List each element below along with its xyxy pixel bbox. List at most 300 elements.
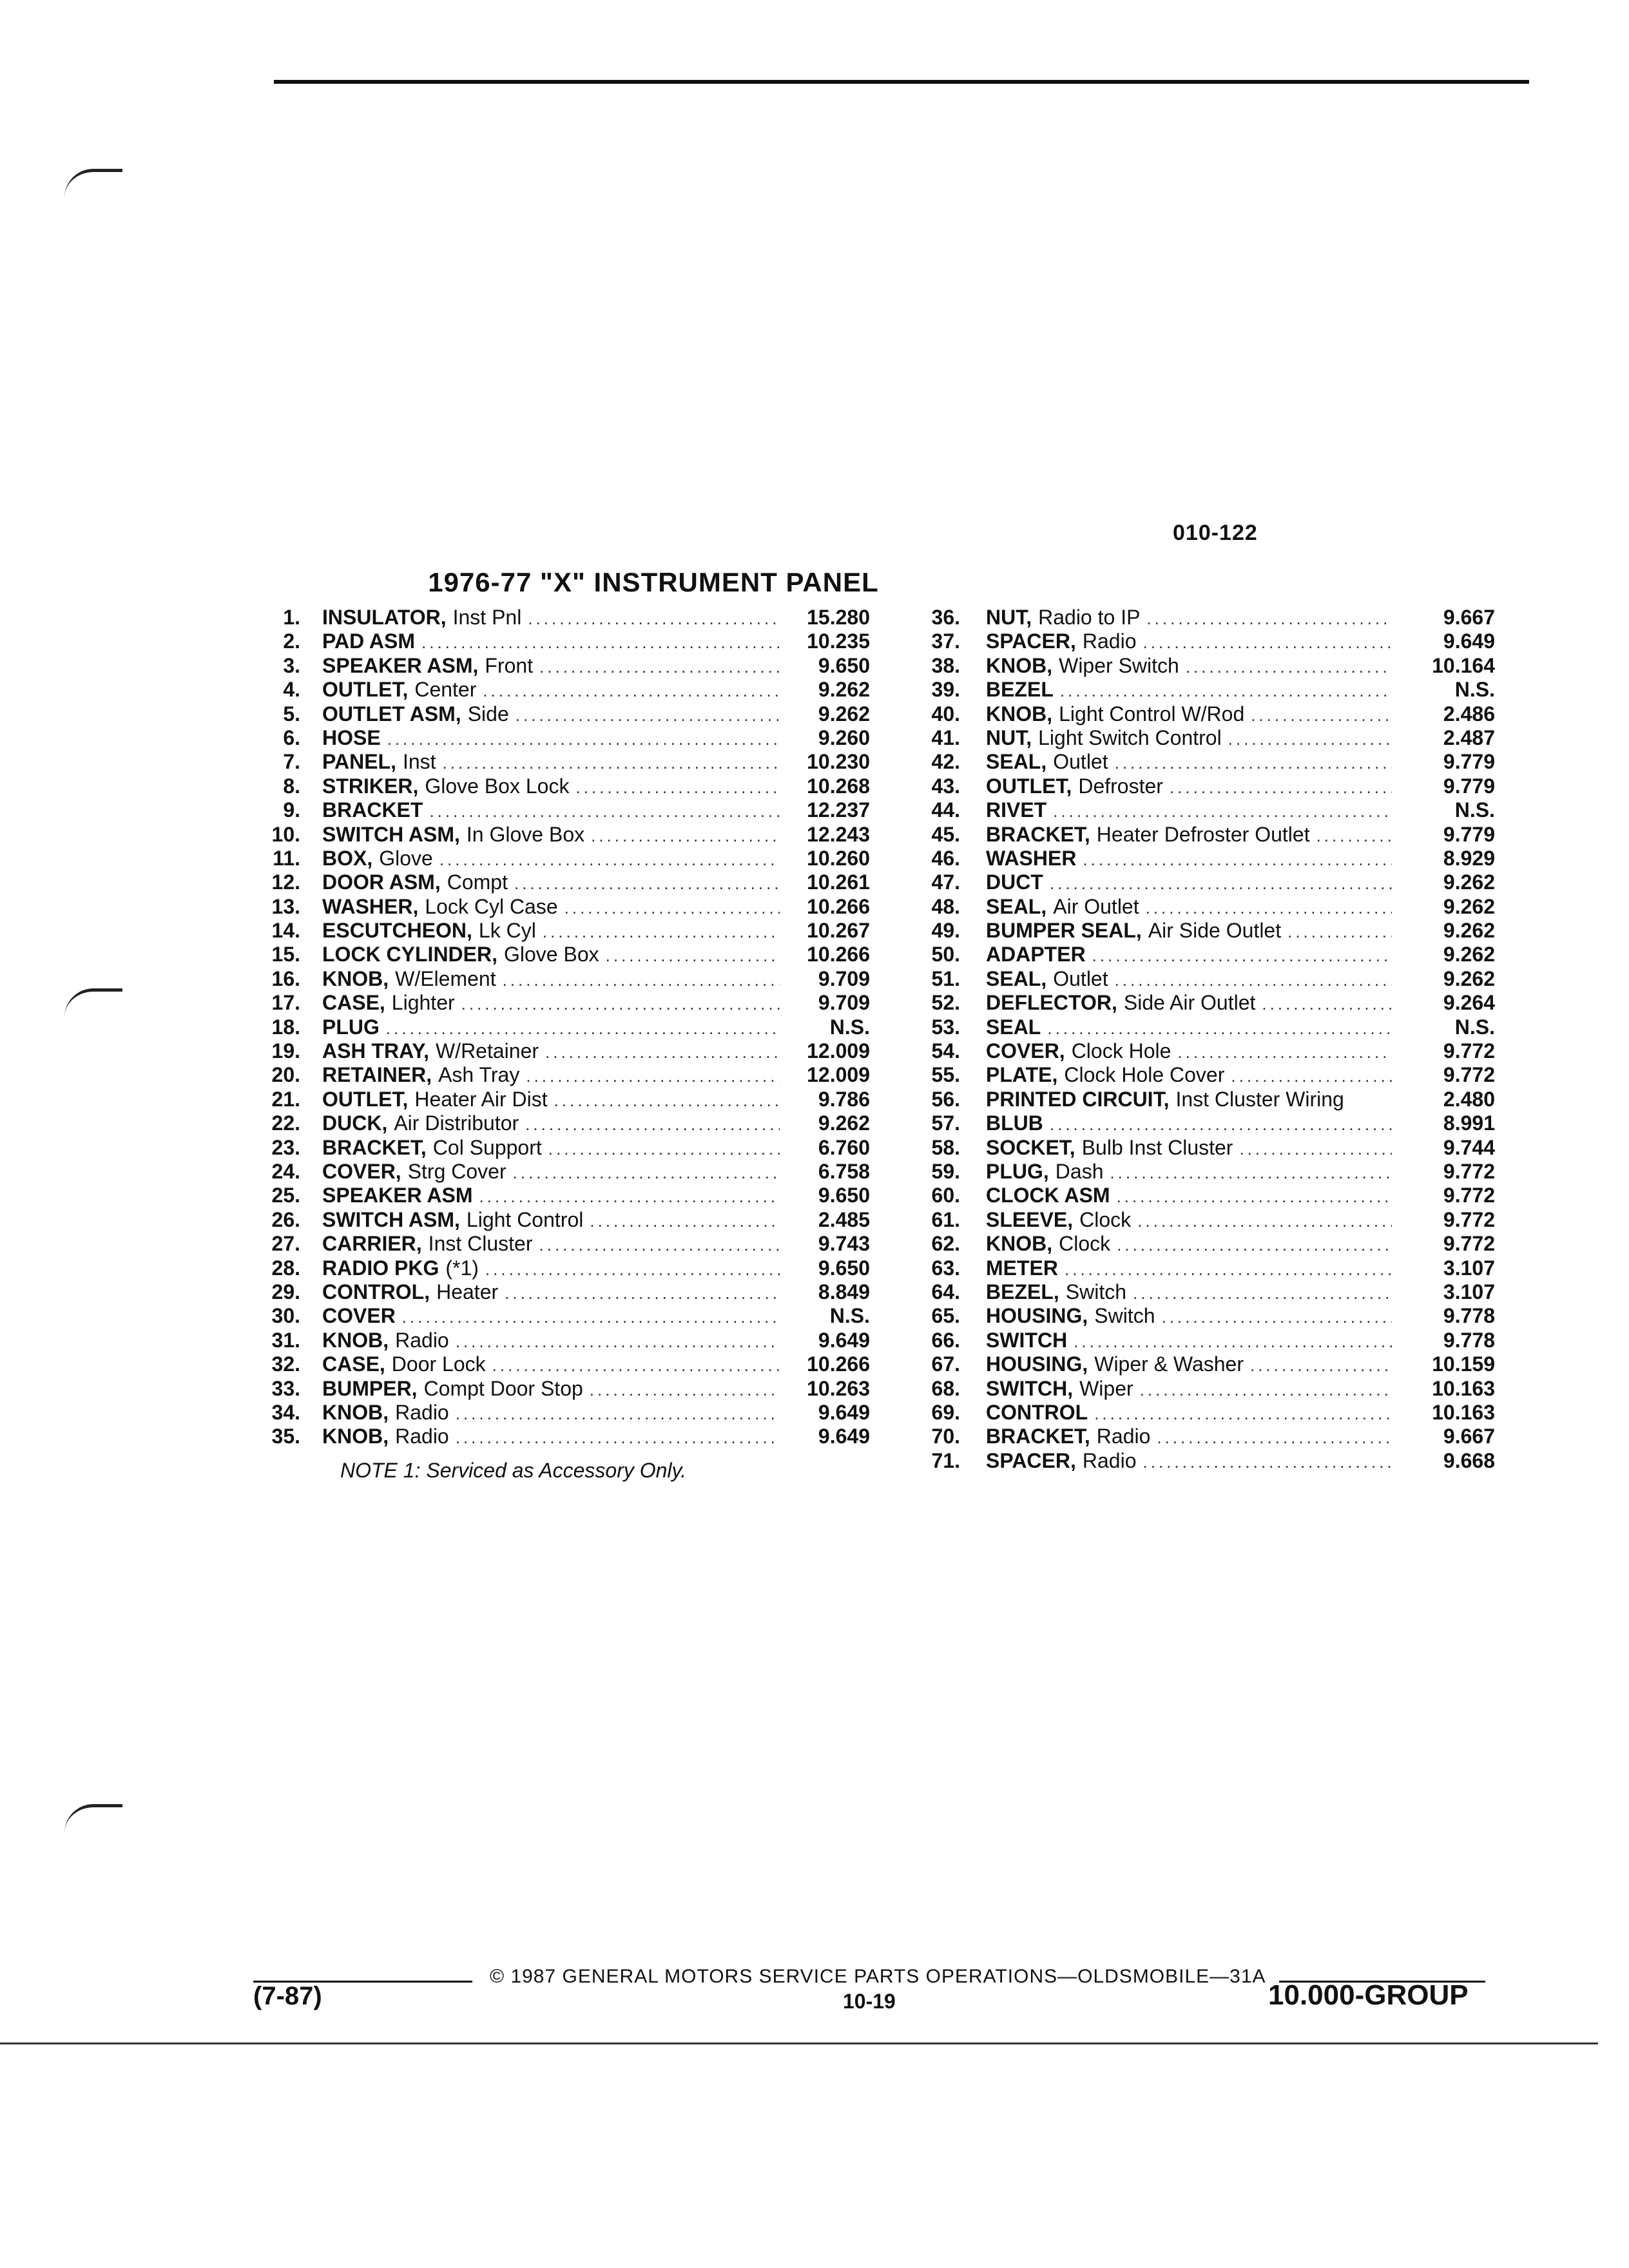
part-name: RIVET [986, 798, 1047, 822]
part-name: KNOB, [986, 653, 1053, 677]
part-row [902, 1377, 1495, 1401]
group-reference: 15.280 [807, 606, 870, 629]
part-row [902, 991, 1495, 1015]
part-description: Glove Box Lock [425, 774, 570, 798]
part-name: DUCK, [322, 1111, 388, 1135]
part-description: Side Air Outlet [1123, 991, 1256, 1015]
part-name: PAD ASM [322, 629, 415, 653]
part-number: 13. [271, 894, 300, 918]
part-number: 23. [271, 1135, 300, 1159]
part-number: 64. [931, 1280, 960, 1303]
part-number: 10. [271, 822, 300, 846]
group-reference: 9.262 [818, 1111, 870, 1135]
part-number: 12. [271, 870, 300, 894]
group-reference: 9.744 [1443, 1135, 1495, 1159]
group-reference: 10.163 [1432, 1400, 1495, 1424]
part-number: 43. [931, 774, 960, 798]
leader-dots [543, 920, 780, 944]
part-description: Bulb Inst Cluster [1081, 1135, 1233, 1159]
part-description: Defroster [1078, 774, 1163, 798]
part-row [245, 654, 870, 678]
part-row [902, 1063, 1495, 1087]
part-name: KNOB, [322, 1425, 389, 1448]
group-reference: 2.486 [1443, 702, 1495, 726]
part-name: CARRIER, [322, 1232, 422, 1256]
part-row [245, 629, 870, 653]
part-description: Light Control W/Rod [1059, 702, 1245, 726]
part-name: ADAPTER [986, 943, 1086, 966]
part-row [902, 1088, 1495, 1111]
part-name: DEFLECTOR, [986, 991, 1117, 1015]
part-description: Radio [1082, 629, 1137, 653]
part-name: BOX, [322, 846, 373, 870]
part-description: Glove Box [504, 943, 599, 966]
part-row [902, 798, 1495, 822]
group-reference: 9.778 [1443, 1328, 1495, 1352]
leader-dots [456, 1330, 780, 1354]
part-row [902, 654, 1495, 678]
part-row [902, 629, 1495, 653]
page-title: 1976-77 "X" INSTRUMENT PANEL [428, 567, 879, 597]
part-number: 48. [931, 894, 960, 918]
footer-group: 10.000-GROUP [1268, 1979, 1469, 2011]
part-number: 21. [271, 1087, 300, 1111]
group-reference: 9.743 [818, 1232, 870, 1256]
group-reference: 9.667 [1443, 1425, 1495, 1448]
part-row [902, 1352, 1495, 1376]
group-reference: 9.779 [1443, 822, 1495, 846]
part-name: SEAL [986, 1015, 1041, 1039]
leader-dots [1142, 1450, 1392, 1474]
part-row [902, 1111, 1495, 1135]
part-description: Light Switch Control [1038, 726, 1222, 749]
group-reference: 9.262 [1443, 966, 1495, 990]
part-description: Wiper [1079, 1376, 1133, 1400]
part-number: 40. [931, 702, 960, 726]
part-row [902, 1039, 1495, 1063]
group-reference: N.S. [1454, 678, 1495, 702]
leader-dots [1117, 1233, 1392, 1257]
leader-dots [439, 848, 780, 872]
part-name: SWITCH, [986, 1376, 1074, 1400]
margin-mark-top [64, 169, 122, 198]
part-row [902, 606, 1495, 629]
part-number: 27. [271, 1232, 300, 1256]
leader-dots [1137, 1209, 1392, 1233]
group-reference: 9.772 [1443, 1184, 1495, 1207]
part-description: Strg Cover [407, 1159, 506, 1183]
part-name: METER [986, 1256, 1058, 1280]
part-name: BEZEL [986, 678, 1054, 702]
leader-dots [1316, 824, 1392, 848]
part-description: Outlet [1053, 750, 1108, 774]
part-description: W/Element [395, 966, 496, 990]
part-name: ASH TRAY, [322, 1039, 429, 1063]
group-reference: 9.264 [1443, 991, 1495, 1015]
part-number: 4. [283, 678, 300, 702]
part-row [245, 991, 870, 1015]
group-reference: 9.668 [1443, 1448, 1495, 1472]
group-reference: 10.266 [807, 943, 870, 966]
part-number: 67. [931, 1352, 960, 1376]
part-number: 7. [283, 750, 300, 774]
part-name: PANEL, [322, 750, 396, 774]
part-number: 30. [271, 1304, 300, 1328]
group-reference: 10.163 [1432, 1376, 1495, 1400]
leader-dots [1047, 1017, 1392, 1041]
part-description: Radio [1082, 1448, 1137, 1472]
leader-dots [1250, 1354, 1392, 1378]
part-number: 59. [931, 1159, 960, 1183]
part-row [902, 967, 1495, 991]
part-number: 20. [271, 1063, 300, 1087]
part-description: Compt Door Stop [423, 1376, 583, 1400]
leader-dots [1050, 872, 1392, 896]
part-row [245, 798, 870, 822]
part-number: 18. [271, 1015, 300, 1039]
leader-dots [1092, 944, 1392, 968]
leader-dots [456, 1426, 780, 1450]
part-row [902, 847, 1495, 870]
leader-dots [461, 992, 780, 1016]
margin-mark-bottom [64, 1804, 122, 1833]
part-number: 39. [931, 678, 960, 702]
group-reference: 9.709 [818, 966, 870, 990]
leader-dots [575, 776, 780, 800]
part-name: SLEEVE, [986, 1207, 1074, 1231]
margin-mark-middle [64, 988, 122, 1017]
part-row [245, 1063, 870, 1087]
group-reference: 12.009 [807, 1063, 870, 1087]
part-name: INSULATOR, [322, 606, 447, 629]
group-reference: 9.667 [1443, 606, 1495, 629]
part-row [902, 750, 1495, 774]
part-row [245, 1111, 870, 1135]
leader-dots [1231, 1064, 1392, 1088]
part-description: Heater Defroster Outlet [1096, 822, 1310, 846]
part-row [902, 1015, 1495, 1039]
part-description: Radio to IP [1038, 606, 1141, 629]
part-row [902, 726, 1495, 750]
part-description: Inst Cluster [428, 1232, 533, 1256]
leader-dots [1060, 679, 1392, 703]
part-name: OUTLET, [986, 774, 1072, 798]
leader-dots [485, 1258, 780, 1282]
part-row [245, 606, 870, 629]
part-row [245, 943, 870, 966]
part-row [902, 1425, 1495, 1448]
leader-dots [528, 607, 780, 631]
part-name: COVER, [322, 1159, 401, 1183]
part-row [902, 823, 1495, 847]
group-reference: N.S. [829, 1304, 870, 1328]
part-name: RETAINER, [322, 1063, 432, 1087]
part-row [902, 1401, 1495, 1425]
group-reference: 9.649 [1443, 629, 1495, 653]
part-row [902, 1136, 1495, 1160]
part-name: OUTLET, [322, 678, 409, 702]
part-number: 36. [931, 606, 960, 629]
part-name: BRACKET, [986, 822, 1090, 846]
part-row [245, 1329, 870, 1352]
part-number: 71. [931, 1448, 960, 1472]
group-reference: 9.650 [818, 1256, 870, 1280]
group-reference: 10.266 [807, 894, 870, 918]
part-name: CASE, [322, 1352, 385, 1376]
part-description: Wiper Switch [1059, 653, 1179, 677]
leader-dots [1239, 1137, 1392, 1161]
part-row [245, 726, 870, 750]
group-reference: 9.262 [1443, 870, 1495, 894]
part-name: SPEAKER ASM, [322, 653, 479, 677]
part-description: Air Side Outlet [1148, 919, 1282, 943]
leader-dots [1251, 704, 1392, 727]
leader-dots [1115, 968, 1392, 992]
group-reference: 6.758 [818, 1159, 870, 1183]
part-row [245, 1184, 870, 1207]
part-description: Clock Hole Cover [1064, 1063, 1225, 1087]
part-row [245, 1256, 870, 1280]
part-name: NUT, [986, 726, 1032, 749]
leader-dots [591, 824, 780, 848]
group-reference: N.S. [1454, 1015, 1495, 1039]
part-number: 3. [283, 653, 300, 677]
part-name: HOSE [322, 726, 381, 749]
part-number: 34. [271, 1400, 300, 1424]
part-description: Compt [447, 870, 508, 894]
leader-dots [1053, 800, 1392, 823]
group-reference: 6.760 [818, 1135, 870, 1159]
part-name: SEAL, [986, 894, 1047, 918]
part-name: SPACER, [986, 629, 1076, 653]
part-name: PRINTED CIRCUIT, [986, 1087, 1170, 1111]
part-name: STRIKER, [322, 774, 419, 798]
part-number: 38. [931, 653, 960, 677]
parts-list-right [902, 606, 1495, 1473]
part-row [902, 1184, 1495, 1207]
group-reference: 9.649 [818, 1400, 870, 1424]
leader-dots [1146, 607, 1392, 631]
part-name: HOUSING, [986, 1352, 1088, 1376]
part-name: KNOB, [986, 1232, 1053, 1256]
part-row [245, 750, 870, 774]
leader-dots [1115, 751, 1392, 775]
part-name: DUCT [986, 870, 1043, 894]
group-reference: 10.235 [807, 629, 870, 653]
part-name: SPEAKER ASM [322, 1184, 473, 1207]
part-row [245, 1280, 870, 1304]
part-row [245, 1425, 870, 1448]
leader-dots [590, 1209, 780, 1233]
part-number: 66. [931, 1328, 960, 1352]
part-number: 22. [271, 1111, 300, 1135]
leader-dots [1094, 1402, 1392, 1426]
leader-dots [1110, 1161, 1392, 1185]
part-number: 26. [271, 1207, 300, 1231]
part-name: ESCUTCHEON, [322, 919, 472, 943]
part-row [245, 1304, 870, 1328]
part-description: Radio [1096, 1425, 1151, 1448]
leader-dots [1065, 1258, 1392, 1282]
part-name: LOCK CYLINDER, [322, 943, 497, 966]
part-name: KNOB, [986, 702, 1053, 726]
part-row [245, 774, 870, 798]
leader-dots [1133, 1282, 1392, 1305]
group-reference: 9.650 [818, 1184, 870, 1207]
part-name: COVER [322, 1304, 396, 1328]
part-name: KNOB, [322, 966, 389, 990]
leader-dots [1287, 920, 1392, 944]
leader-dots [479, 1185, 780, 1209]
part-name: SPACER, [986, 1448, 1076, 1472]
part-row [902, 1256, 1495, 1280]
part-number: 17. [271, 991, 300, 1015]
part-description: Inst [402, 750, 436, 774]
group-reference: 10.267 [807, 919, 870, 943]
part-row [245, 847, 870, 870]
part-row [245, 870, 870, 894]
part-name: SEAL, [986, 966, 1047, 990]
part-row [245, 1039, 870, 1063]
part-description: W/Retainer [435, 1039, 539, 1063]
part-row [902, 702, 1495, 726]
part-name: KNOB, [322, 1400, 389, 1424]
part-description: Switch [1065, 1280, 1127, 1303]
part-description: Lighter [391, 991, 455, 1015]
part-row [902, 1208, 1495, 1232]
group-reference: 9.772 [1443, 1232, 1495, 1256]
part-row [902, 774, 1495, 798]
part-number: 57. [931, 1111, 960, 1135]
part-description: Lock Cyl Case [425, 894, 558, 918]
part-row [245, 1352, 870, 1376]
leader-dots [606, 944, 780, 968]
leader-dots [1074, 1330, 1392, 1354]
part-name: PLUG, [986, 1159, 1049, 1183]
part-name: SWITCH ASM, [322, 1207, 460, 1231]
leader-dots [1146, 896, 1392, 920]
part-description: Lk Cyl [478, 919, 536, 943]
leader-dots [514, 872, 780, 896]
group-reference: 9.772 [1443, 1207, 1495, 1231]
group-reference: 9.262 [1443, 894, 1495, 918]
leader-dots [492, 1354, 780, 1378]
part-row [902, 1449, 1495, 1473]
leader-dots [545, 1041, 780, 1064]
part-name: KNOB, [322, 1328, 389, 1352]
part-name: CONTROL, [322, 1280, 430, 1303]
part-number: 33. [271, 1376, 300, 1400]
part-description: In Glove Box [466, 822, 585, 846]
group-reference: 9.709 [818, 991, 870, 1015]
part-number: 29. [271, 1280, 300, 1303]
part-description: Radio [395, 1400, 449, 1424]
part-row [902, 1280, 1495, 1304]
part-number: 25. [271, 1184, 300, 1207]
part-name: WASHER [986, 846, 1077, 870]
part-number: 70. [931, 1425, 960, 1448]
leader-dots [1177, 1041, 1392, 1064]
part-number: 60. [931, 1184, 960, 1207]
part-row [245, 919, 870, 943]
part-row [902, 1232, 1495, 1256]
leader-dots [387, 727, 780, 751]
part-name: SWITCH [986, 1328, 1068, 1352]
part-name: BRACKET [322, 798, 423, 822]
part-number: 15. [271, 943, 300, 966]
part-number: 24. [271, 1159, 300, 1183]
part-number: 8. [283, 774, 300, 798]
part-description: Light Control [466, 1207, 584, 1231]
part-description: Clock Hole [1071, 1039, 1171, 1063]
part-name: RADIO PKG [322, 1256, 439, 1280]
part-description: Glove [379, 846, 433, 870]
group-reference: 10.261 [807, 870, 870, 894]
group-reference: 8.849 [818, 1280, 870, 1303]
part-row [245, 1401, 870, 1425]
part-number: 51. [931, 966, 960, 990]
group-reference: 10.230 [807, 750, 870, 774]
part-number: 55. [931, 1063, 960, 1087]
part-number: 47. [931, 870, 960, 894]
part-row [902, 1329, 1495, 1352]
part-number: 32. [271, 1352, 300, 1376]
leader-dots [590, 1378, 780, 1402]
group-reference: 12.243 [807, 822, 870, 846]
part-row [902, 1160, 1495, 1184]
part-number: 63. [931, 1256, 960, 1280]
group-reference: 2.480 [1443, 1087, 1495, 1111]
group-reference: 8.929 [1443, 846, 1495, 870]
group-reference: 9.262 [1443, 943, 1495, 966]
part-description: Center [414, 678, 477, 702]
part-description: Outlet [1053, 966, 1108, 990]
part-number: 37. [931, 629, 960, 653]
group-reference: N.S. [829, 1015, 870, 1039]
part-name: BUMPER SEAL, [986, 919, 1142, 943]
leader-dots [564, 896, 780, 920]
part-description: Air Outlet [1053, 894, 1139, 918]
part-number: 1. [283, 606, 300, 629]
part-description: Dash [1055, 1159, 1104, 1183]
part-description: Inst Cluster Wiring [1175, 1087, 1344, 1111]
part-name: COVER, [986, 1039, 1065, 1063]
part-number: 68. [931, 1376, 960, 1400]
group-reference: 10.164 [1432, 653, 1495, 677]
leader-dots [539, 1233, 780, 1257]
part-number: 61. [931, 1207, 960, 1231]
page-id: 010-122 [1173, 521, 1258, 545]
leader-dots [554, 1089, 780, 1113]
leader-dots [516, 704, 780, 727]
part-number: 53. [931, 1015, 960, 1039]
part-description: Clock [1079, 1207, 1132, 1231]
leader-dots [429, 800, 780, 823]
leader-dots [1142, 631, 1392, 655]
leader-dots [513, 1161, 780, 1185]
part-row [245, 678, 870, 702]
group-reference: 9.772 [1443, 1063, 1495, 1087]
group-reference: 9.260 [818, 726, 870, 749]
group-reference: 9.772 [1443, 1039, 1495, 1063]
leader-dots [1170, 776, 1392, 800]
part-description: Air Distributor [394, 1111, 519, 1135]
part-description: Radio [395, 1328, 449, 1352]
part-row [902, 919, 1495, 943]
group-reference: 9.779 [1443, 750, 1495, 774]
leader-dots [1083, 848, 1392, 872]
group-reference: 9.779 [1443, 774, 1495, 798]
